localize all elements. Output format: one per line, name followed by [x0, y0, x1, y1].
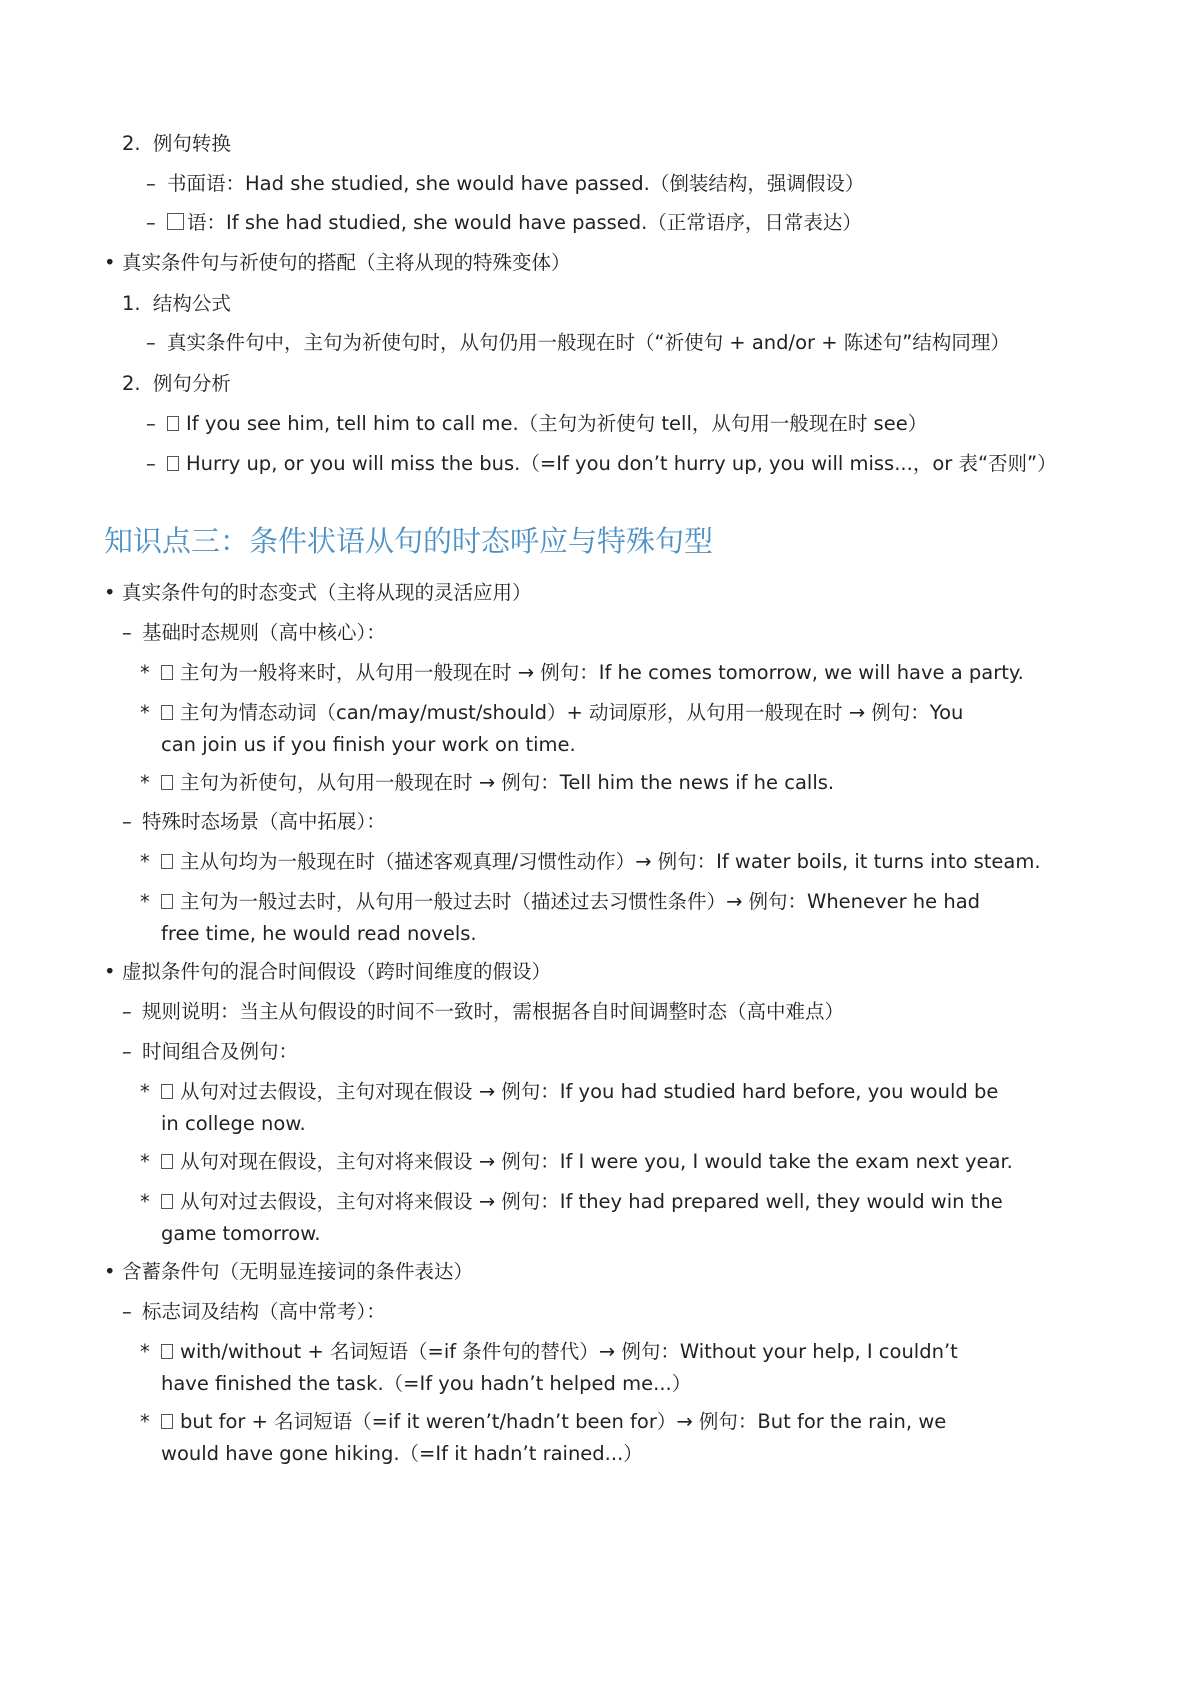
star-marker: *: [140, 1080, 150, 1103]
missing-glyph-icon: [167, 416, 179, 431]
list-item: 主句为祈使句，从句用一般现在时 → 例句：Tell him the news if he calls.: [161, 769, 834, 797]
dash-marker: –: [122, 1040, 132, 1063]
numbered-item: [122, 290, 231, 318]
list-item: 主句为情态动词（can/may/must/should）+ 动词原形，从句用一般现在时 → 例句：You can join us if you finish your work on time.: [161, 701, 964, 756]
list-item: 从句对现在假设，主句对将来假设 → 例句：If I were you, I would take the exam next year.: [161, 1148, 1013, 1176]
star-marker: *: [140, 850, 150, 873]
dash-marker: –: [146, 452, 156, 475]
list-item: 主从句均为一般现在时（描述客观真理/习惯性动作）→ 例句：If water boils, it turns into steam.: [161, 848, 1041, 876]
list-item: Hurry up, or you will miss the bus.（=If you don’t hurry up, you will miss...，or 表“否则”）: [167, 450, 1057, 478]
list-item: 时间组合及例句：: [142, 1040, 299, 1063]
missing-glyph-icon: [161, 1194, 173, 1209]
list-item: If you see him, tell him to call me.（主句为祈使句 tell，从句用一般现在时 see）: [167, 410, 927, 438]
dash-marker: –: [146, 211, 156, 234]
star-marker: *: [140, 890, 150, 913]
dash-marker: –: [122, 810, 132, 833]
item-number: 2.: [122, 372, 141, 395]
list-item: 含蓄条件句（无明显连接词的条件表达）: [122, 1260, 474, 1283]
bullet-marker: •: [104, 251, 116, 274]
star-marker: *: [140, 701, 150, 724]
list-item: 从句对过去假设，主句对现在假设 → 例句：If you had studied hard before, you would be in college now.: [161, 1080, 999, 1135]
missing-glyph-icon: [161, 665, 173, 680]
star-marker: *: [140, 661, 150, 684]
list-item: 书面语：Had she studied, she would have passed.（倒装结构，强调假设）: [167, 172, 865, 195]
list-item: 真实条件句的时态变式（主将从现的灵活应用）: [122, 581, 532, 604]
numbered-item: [122, 130, 231, 158]
missing-glyph-icon: [167, 213, 184, 230]
list-item: 真实条件句中，主句为祈使句时，从句仍用一般现在时（“祈使句 + and/or + 陈述句”结构同理）: [167, 331, 1010, 354]
item-title: 结构公式: [152, 292, 231, 315]
star-marker: *: [140, 1150, 150, 1173]
list-item: 标志词及结构（高中常考）：: [142, 1300, 386, 1323]
missing-glyph-icon: [167, 456, 179, 471]
missing-glyph-icon: [161, 1154, 173, 1169]
missing-glyph-icon: [161, 854, 173, 869]
item-number: 2.: [122, 132, 141, 155]
list-item: 主句为一般过去时，从句用一般过去时（描述过去习惯性条件）→ 例句：Whenever he had free time, he would read novels.: [161, 890, 981, 945]
item-title: 例句分析: [152, 372, 231, 395]
list-item: 主句为一般将来时，从句用一般现在时 → 例句：If he comes tomorrow, we will have a party.: [161, 659, 1024, 687]
numbered-item: [122, 370, 231, 398]
dash-marker: –: [146, 412, 156, 435]
star-marker: *: [140, 771, 150, 794]
list-item: with/without + 名词短语（=if 条件句的替代）→ 例句：Without your help, I couldn’t have finished the task.（=If you hadn’t helped me...）: [161, 1340, 958, 1395]
bullet-marker: •: [104, 1260, 116, 1283]
star-marker: *: [140, 1340, 150, 1363]
dash-marker: –: [122, 1000, 132, 1023]
dash-marker: –: [146, 331, 156, 354]
list-item: 虚拟条件句的混合时间假设（跨时间维度的假设）: [122, 960, 552, 983]
section-heading: 知识点三：条件状语从句的时态呼应与特殊句型: [104, 524, 714, 558]
star-marker: *: [140, 1190, 150, 1213]
bullet-marker: •: [104, 960, 116, 983]
missing-glyph-icon: [161, 894, 173, 909]
bullet-marker: •: [104, 581, 116, 604]
dash-marker: –: [146, 172, 156, 195]
list-item: 语：If she had studied, she would have passed.（正常语序，日常表达）: [167, 209, 862, 237]
list-item: 真实条件句与祈使句的搭配（主将从现的特殊变体）: [122, 251, 571, 274]
list-item: 特殊时态场景（高中拓展）：: [142, 810, 386, 833]
missing-glyph-icon: [161, 1414, 173, 1429]
list-item: but for + 名词短语（=if it weren’t/hadn’t been for）→ 例句：But for the rain, we would have gone hiking.（=If it hadn’t rained...）: [161, 1410, 947, 1465]
missing-glyph-icon: [161, 1084, 173, 1099]
list-item: 从句对过去假设，主句对将来假设 → 例句：If they had prepared well, they would win the game tomorrow.: [161, 1190, 1003, 1245]
dash-marker: –: [122, 621, 132, 644]
missing-glyph-icon: [161, 775, 173, 790]
missing-glyph-icon: [161, 1344, 173, 1359]
list-item: 基础时态规则（高中核心）：: [142, 621, 386, 644]
item-number: 1.: [122, 292, 141, 315]
missing-glyph-icon: [161, 705, 173, 720]
item-title: 例句转换: [152, 132, 231, 155]
list-item: 规则说明：当主从句假设的时间不一致时，需根据各自时间调整时态（高中难点）: [142, 1000, 845, 1023]
dash-marker: –: [122, 1300, 132, 1323]
star-marker: *: [140, 1410, 150, 1433]
